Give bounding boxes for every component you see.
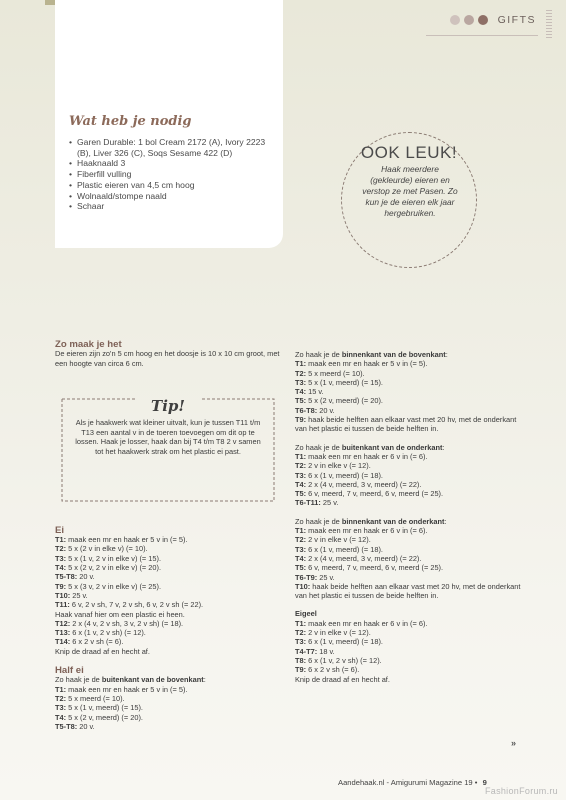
instruction-row <box>295 489 527 498</box>
instruction-row <box>295 573 527 582</box>
instruction-row <box>295 563 527 572</box>
row-label: T12: <box>55 618 71 628</box>
materials-title: Wat heb je nodig <box>69 114 192 129</box>
row-label: T1: <box>295 618 307 628</box>
row-text: 6 x 2 v sh (= 6). <box>70 637 124 647</box>
row-label: T3: <box>295 637 307 647</box>
instruction-row <box>295 554 527 563</box>
instruction-row <box>55 591 280 600</box>
row-text: maak een mr en haak er 6 v in (= 6). <box>306 618 428 628</box>
row-text: 18 v. <box>317 646 335 656</box>
row-label: T5: <box>295 563 307 573</box>
row-label: T1: <box>295 451 307 461</box>
row-text: 15 v. <box>306 387 324 397</box>
row-label: T9: <box>295 415 307 425</box>
instruction-row <box>295 406 527 415</box>
row-label: T3: <box>55 703 67 713</box>
instruction-row <box>295 665 527 674</box>
inner-top-rows <box>295 359 527 433</box>
row-label: T1: <box>295 359 307 369</box>
row-text: 2 v in elke v (= 12). <box>306 535 371 545</box>
row-text: maak een mr en haak er 5 v in (= 5). <box>66 535 188 545</box>
instruction-row <box>295 628 527 637</box>
half-egg-rows <box>55 685 280 731</box>
materials-box <box>55 0 283 248</box>
yolk-rows <box>295 619 527 684</box>
instruction-row <box>55 647 280 656</box>
row-label: T14: <box>55 637 71 647</box>
instruction-row <box>55 619 280 628</box>
row-text: 5 x (2 v, meerd) (= 20). <box>66 712 143 722</box>
row-label: T2: <box>295 461 307 471</box>
row-text: 2 v in elke v (= 12). <box>306 628 371 638</box>
instruction-row <box>55 628 280 637</box>
instruction-row <box>295 378 527 387</box>
row-label: T2: <box>295 368 307 378</box>
row-label: T2: <box>55 693 67 703</box>
instruction-row <box>295 545 527 554</box>
instruction-row <box>295 359 527 368</box>
footer-separator: • <box>474 778 478 787</box>
row-text: 20 v. <box>77 721 95 731</box>
dot-icon <box>478 15 488 25</box>
half-egg-intro: Zo haak je de buitenkant van de bovenkant: <box>55 675 206 685</box>
row-label: T8: <box>295 655 307 665</box>
row-label: T5-T8: <box>55 721 78 731</box>
instruction-row <box>295 387 527 396</box>
row-text: 2 x (4 v, meerd, 3 v, meerd) (= 22). <box>306 553 422 563</box>
row-label: T5: <box>295 489 307 499</box>
instruction-row <box>55 572 280 581</box>
instruction-row <box>295 656 527 665</box>
row-label: T10: <box>295 581 311 591</box>
instruction-row <box>55 685 280 694</box>
row-text: 5 x (2 v, 2 v in elke v) (= 20). <box>66 563 162 573</box>
instruction-row <box>55 554 280 563</box>
row-text: 6 x 2 v sh (= 6). <box>306 665 360 675</box>
materials-item: • Wolnaald/stompe naald <box>69 191 279 202</box>
callout-circle <box>341 132 477 268</box>
instruction-row <box>55 544 280 553</box>
instruction-row <box>295 619 527 628</box>
inner-top-intro: Zo haak je de binnenkant van de bovenkant: <box>295 350 448 359</box>
row-label: T5-T8: <box>55 572 78 582</box>
row-label: T6-T8: <box>295 405 318 415</box>
row-label: T9: <box>295 665 307 675</box>
row-text: 6 x (1 v, 2 v sh) (= 12). <box>70 628 146 638</box>
row-label: T1: <box>55 535 67 545</box>
row-text: 5 x (2 v, meerd) (= 20). <box>306 396 383 406</box>
instruction-row <box>295 480 527 489</box>
row-text: 5 x meerd (= 10). <box>66 693 125 703</box>
column-right <box>295 350 527 684</box>
row-text: maak een mr en haak er 5 v in (= 5). <box>66 684 188 694</box>
instruction-row <box>55 637 280 646</box>
row-text: 6 v, 2 v sh, 7 v, 2 v sh, 6 v, 2 v sh (= 22). <box>69 600 204 610</box>
outer-bottom-rows <box>295 452 527 508</box>
row-label: T3: <box>55 553 67 563</box>
instruction-row <box>55 600 280 609</box>
instruction-row <box>55 703 280 712</box>
row-text: Knip de draad af en hecht af. <box>55 646 150 656</box>
instruction-row <box>295 582 527 601</box>
row-text: 20 v. <box>77 572 95 582</box>
row-text: 6 v, meerd, 7 v, meerd, 6 v, meerd (= 25). <box>306 563 444 573</box>
row-text: 2 v in elke v (= 12). <box>306 461 371 471</box>
row-label: T4: <box>55 563 67 573</box>
row-label: T2: <box>295 535 307 545</box>
materials-item: • Schaar <box>69 201 279 212</box>
row-label: T5: <box>295 396 307 406</box>
row-text: haak beide helften aan elkaar vast met 20 hv, met de onderkant van het plastic ei tussen de beide helften in. <box>295 581 521 601</box>
row-text: 6 v, meerd, 7 v, meerd, 6 v, meerd (= 25). <box>306 489 444 499</box>
dot-icon <box>450 15 460 25</box>
page-footer <box>338 778 487 787</box>
row-label: T4-T7: <box>295 646 318 656</box>
header-divider <box>426 35 538 36</box>
row-text: 5 x (1 v, meerd) (= 15). <box>306 377 383 387</box>
tip-text: Als je haakwerk wat kleiner uitvalt, kun je tussen T11 t/m T13 een aantal v in de toeren toevoegen om dit op te lossen. Haak je losser, haak dan bij T4 t/m T8 2 v samen tot het haakwerk strak om het plastic ei past. <box>75 418 261 457</box>
page-number: 9 <box>482 778 487 787</box>
row-text: Knip de draad af en hecht af. <box>295 674 390 684</box>
egg-title: Ei <box>55 524 65 536</box>
row-label: T6-T9: <box>295 572 318 582</box>
intro-title: Zo maak je het <box>55 339 122 350</box>
row-text: 5 x (1 v, 2 v in elke v) (= 15). <box>66 553 162 563</box>
row-label: T13: <box>55 628 71 638</box>
half-egg-title: Half ei <box>55 665 84 677</box>
footer-text: Aandehaak.nl - Amigurumi Magazine 19 <box>338 778 473 787</box>
row-label: T1: <box>295 526 307 536</box>
instruction-row <box>295 675 527 684</box>
yolk-title: Eigeel <box>295 609 317 619</box>
row-label: T10: <box>55 590 71 600</box>
row-label: T3: <box>295 377 307 387</box>
materials-item: • Garen Durable: 1 bol Cream 2172 (A), Ivory 2223 (B), Liver 326 (C), Soqs Sesame 422 (D) <box>69 137 279 158</box>
intro-text: De eieren zijn zo'n 5 cm hoog en het doosje is 10 x 10 cm groot, met een hoogte van circa 6 cm. <box>55 349 280 368</box>
callout-text: Haak meerdere (gekleurde) eieren en verstop ze met Pasen. Zo kun je de eieren elk jaar hergebruiken. <box>362 164 458 218</box>
row-label: T4: <box>55 712 67 722</box>
inner-bottom-rows <box>295 526 527 600</box>
instruction-row <box>295 526 527 535</box>
row-label: T3: <box>295 544 307 554</box>
row-text: 6 x (1 v, 2 v sh) (= 12). <box>306 655 382 665</box>
instruction-row <box>55 722 280 731</box>
row-label: T2: <box>295 628 307 638</box>
row-label: T9: <box>55 581 67 591</box>
row-text: 5 x (2 v in elke v) (= 10). <box>66 544 148 554</box>
row-label: T4: <box>295 553 307 563</box>
row-text: Haak vanaf hier om een plastic ei heen. <box>55 609 185 619</box>
row-text: 5 x meerd (= 10). <box>306 368 365 378</box>
row-text: 2 x (4 v, meerd, 3 v, meerd) (= 22). <box>306 479 422 489</box>
row-text: 20 v. <box>317 405 335 415</box>
row-text: haak beide helften aan elkaar vast met 20 hv, met de onderkant van het plastic ei tussen de beide helften in. <box>295 415 517 434</box>
instruction-row <box>295 452 527 461</box>
row-label: T4: <box>295 479 307 489</box>
row-label: T2: <box>55 544 67 554</box>
row-text: 5 x (3 v, 2 v in elke v) (= 25). <box>66 581 162 591</box>
instruction-row <box>55 610 280 619</box>
instruction-row <box>55 694 280 703</box>
row-label: T4: <box>295 387 307 397</box>
row-text: 25 v. <box>320 498 339 508</box>
row-text: 5 x (1 v, meerd) (= 15). <box>66 703 143 713</box>
instruction-row <box>295 637 527 646</box>
section-title: GIFTS <box>497 14 536 26</box>
instruction-row <box>295 471 527 480</box>
row-label: T11: <box>55 600 70 610</box>
row-text: 25 v. <box>317 572 335 582</box>
row-label: T6-T11: <box>295 498 321 508</box>
instruction-row <box>295 498 527 507</box>
row-text: 6 x (1 v, meerd) (= 18). <box>306 470 383 480</box>
row-text: 2 x (4 v, 2 v sh, 3 v, 2 v sh) (= 18). <box>70 618 184 628</box>
instruction-row <box>55 535 280 544</box>
instruction-row <box>295 535 527 544</box>
instruction-row <box>295 369 527 378</box>
row-text: 6 x (1 v, meerd) (= 18). <box>306 637 383 647</box>
materials-item: • Fiberfill vulling <box>69 169 279 180</box>
edge-stripes-decoration <box>546 8 552 38</box>
dot-icon <box>464 15 474 25</box>
row-text: 25 v. <box>70 590 88 600</box>
tip-title: Tip! <box>151 397 185 415</box>
instruction-row <box>295 396 527 405</box>
row-text: maak een mr en haak er 5 v in (= 5). <box>306 359 428 369</box>
row-label: T1: <box>55 684 67 694</box>
watermark: FashionForum.ru <box>484 786 558 796</box>
instruction-row <box>55 582 280 591</box>
row-text: maak een mr en haak er 6 v in (= 6). <box>306 526 428 536</box>
double-chevron-right-icon: » <box>511 738 517 748</box>
materials-item: • Haaknaald 3 <box>69 158 279 169</box>
instruction-row <box>55 713 280 722</box>
row-text: maak een mr en haak er 6 v in (= 6). <box>306 451 428 461</box>
instruction-row <box>295 461 527 470</box>
row-text: 6 x (1 v, meerd) (= 18). <box>306 544 383 554</box>
instruction-row <box>295 415 527 434</box>
section-header <box>450 14 536 26</box>
row-label: T3: <box>295 470 307 480</box>
materials-list <box>69 137 279 212</box>
tip-box <box>61 393 275 502</box>
instruction-row <box>295 647 527 656</box>
materials-item: • Plastic eieren van 4,5 cm hoog <box>69 180 279 191</box>
callout-title: OOK LEUK! <box>360 143 458 162</box>
instruction-row <box>55 563 280 572</box>
outer-bottom-intro: Zo haak je de buitenkant van de onderkant: <box>295 442 445 452</box>
egg-rows <box>55 535 280 656</box>
inner-bottom-intro: Zo haak je de binnenkant van de onderkant: <box>295 516 447 526</box>
